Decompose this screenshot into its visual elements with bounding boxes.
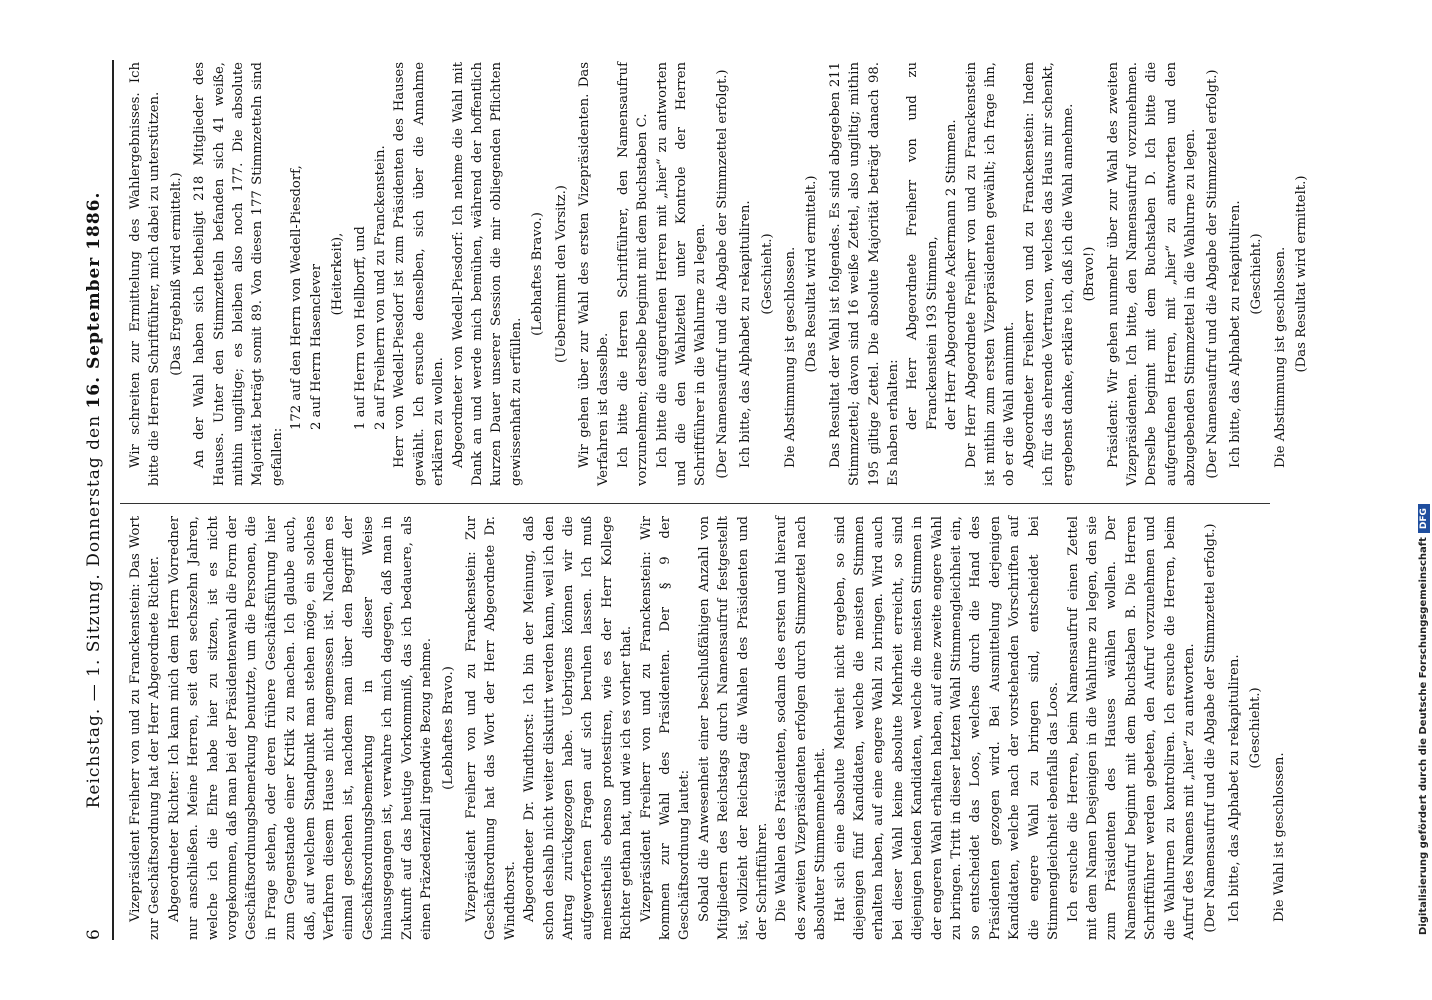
vote-tally-line: 1 auf Herrn von Hellborff, und (353, 226, 369, 430)
stage-direction: (Der Namensaufruf und die Abgabe der Stimmzettel erfolgt.) (1204, 69, 1220, 479)
stage-direction: (Das Resultat wird ermittelt.) (1294, 175, 1310, 373)
paragraph: An der Wahl haben sich betheiligt 218 Mitglieder des Hauses. Unter den Stimmzetteln befanden sich 41 weiße, mithin ungiltige; es bleiben also noch 177. Die absolute Majorität beträgt somit 89. Von diesen 177 Stimmzetteln sind gefallen: (192, 62, 285, 486)
paragraph: Sobald die Anwesenheit einer beschlußfähigen Anzahl von Mitgliedern des Reichstags durch Namensaufruf festgestellt ist, vollzieht der Reichstag die Wahlen des Präsidenten und der Schriftführer. (696, 516, 770, 940)
stage-direction: (Das Ergebniß wird ermittelt.) (168, 172, 184, 376)
paragraph: Ich bitte, das Alphabet zu rekapituliren. (1227, 200, 1243, 468)
watermark-text: Digitalisierung gefördert durch die Deutsche Forschungsgemeinschaft (1418, 537, 1429, 935)
paragraph: Das Resultat der Wahl ist folgendes. Es sind abgegeben 211 Stimmzettel; davon sind 16 weiße Zettel, also ungiltig; mithin 195 giltige Zettel. Die absolute Majorität beträgt danach 98. Es haben erhalten: (827, 62, 902, 486)
vote-tally-line: der Herr Abgeordnete Freiherr von und zu Franckenstein 193 Stimmen, (905, 62, 940, 430)
paragraph: Die Abstimmung ist geschlossen. (1272, 246, 1288, 468)
paragraph: Vizepräsident Freiherr von und zu Franckenstein: Wir kommen zur Wahl des Präsidenten. Der § 9 der Geschäftsordnung lautet: (638, 516, 693, 940)
paragraph: Hat sich eine absolute Mehrheit nicht ergeben, so sind diejenigen fünf Kandidaten, welche die meisten Stimmen erhalten haben, auf eine engere Wahl zu bringen. Wird auch bei dieser Wahl keine absolute Mehrheit erreicht, so sind diejenigen beiden Kandidaten, welche die meisten Stimmen in der engeren Wahl erhalten haben, auf eine zweite engere Wahl zu bringen. Tritt in dieser letzten Wahl Stimmengleichheit ein, so entscheidet das Loos, welches durch die Hand des Präsidenten gezogen wird. Bei Ausmittelung derjenigen Kandidaten, welche nach der vorstehenden Vorschriften auf die engere Wahl zu bringen sind, entscheidet bei Stimmengleichheit ebenfalls das Loos. (832, 516, 1062, 940)
dfg-watermark (1418, 508, 1430, 935)
paragraph: Präsident: Wir gehen nunmehr über zur Wahl des zweiten Vizepräsidenten. Ich bitte, den Namensaufruf vorzunehmen. Derselbe beginnt mit dem Buchstaben D. Ich bitte die aufgerufenen Herren, mit „hier“ zu antworten und den abzugebenden Stimmzettel in die Wahlurne zu legen. (1105, 62, 1199, 486)
running-head-text: Reichstag. — 1. Sitzung. Donnerstag den (84, 414, 104, 809)
stage-direction: (Heiterkeit), (330, 232, 346, 316)
paragraph: Wir schreiten zur Ermittelung des Wahlergebnisses. Ich bitte die Herren Schriftführer, mich dabei zu unterstützen. (128, 62, 163, 486)
left-column (126, 516, 1289, 940)
paragraph: Der Herr Abgeordnete Freiherr von und zu Franckenstein ist mithin zum ersten Vizepräsidenten gewählt; ich frage ihn, ob er die Wahl annimmt. (963, 62, 1018, 486)
stage-direction: (Bravo!) (1082, 246, 1098, 302)
stage-direction: (Der Namensaufruf und die Abgabe der Stimmzettel erfolgt.) (1203, 523, 1219, 933)
paragraph: Abgeordneter Freiherr von und zu Franckenstein: Indem ich für das ehrende Vertrauen, welches das Haus mir schenkt, ergebenst danke, erkläre ich, daß ich die Wahl annehme. (1021, 62, 1076, 486)
right-column (126, 62, 1316, 486)
stage-direction: (Uebernimmt den Vorsitz.) (553, 185, 569, 363)
vote-tally-line: 2 auf Herrn Hasenclever (308, 263, 324, 430)
vote-tally-line: 2 auf Freiherrn von und zu Franckenstein. (372, 145, 388, 430)
page-number: 6 (84, 928, 104, 940)
paragraph: Ich bitte, das Alphabet zu rekapituliren. (738, 200, 754, 468)
stage-direction: (Lebhaftes Bravo.) (440, 666, 456, 790)
paragraph: Abgeordneter Richter: Ich kann mich dem Herrn Vorredner nur anschließen. Meine Herren, seit den sechszehn Jahren, welche ich die Ehre habe hier zu sitzen, ist es nicht vorgekommen, daß man bei der Präsidentenwahl die Form der Geschäftsordnungsbemerkung benutzte, um die Personen, die in Frage stehen, oder deren frühere Geschäftsführung hier zum Gegenstande einer Kritik zu machen. Ich glaube auch, daß, auf welchem Standpunkt man stehen möge, ein solches Verfahren diesem Hause nicht angemessen ist. Nachdem es einmal geschehen ist, nachdem man über den Begriff der Geschäftsordnungsbemerkung in dieser Weise hinausgegangen ist, verwahre ich mich dagegen, daß man in Zukunft auf das heutige Vorkommniß, das ich bedauere, als einen Präzedenzfall irgendwie Bezug nehme. (166, 516, 435, 940)
page-header (84, 60, 108, 940)
paragraph: Ich bitte, das Alphabet zu rekapituliren. (1226, 654, 1242, 922)
dfg-logo: DFG (1418, 504, 1430, 533)
paragraph: Abgeordneter Dr. Windthorst: Ich bin der Meinung, daß schon deshalb nicht weiter diskutirt werden kann, weil ich den Antrag zurückgezogen habe. Uebrigens können wir die aufgeworfenen Fragen auf sich beruhen lassen. Ich muß meinestheils ebenso protestiren, wie es der Herr Kollege Richter gethan hat, und wie ich es vorher that. (522, 516, 635, 940)
paragraph: Ich ersuche die Herren, beim Namensaufruf einen Zettel mit dem Namen Desjenigen in die Wahlurne zu legen, den sie zum Präsidenten des Hauses wählen wollen. Der Namensaufruf beginnt mit dem Buchstaben B. Die Herren Schriftführer werden gebeten, den Aufruf vorzunehmen und die Wahlurnen zu kontroliren. Ich ersuche die Herren, beim Aufruf des Namens mit „hier“ zu antworten. (1065, 516, 1197, 940)
running-head (84, 60, 104, 940)
stage-direction: (Geschieht.) (759, 233, 775, 315)
column-divider (120, 503, 1270, 504)
stage-direction: (Das Resultat wird ermittelt.) (804, 175, 820, 373)
paragraph: Wir gehen über zur Wahl des ersten Vizepräsidenten. Das Verfahren ist dasselbe. (576, 62, 612, 486)
vote-tally-line: der Herr Abgeordnete Ackermann 2 Stimmen. (944, 119, 960, 430)
paragraph: Die Abstimmung ist geschlossen. (783, 246, 798, 468)
paragraph: Ich bitte die aufgerufenen Herren mit „hier“ zu antworten und die den Wahlzettel unter Kontrole der Herren Schriftführer in die Wahlurne zu legen. (654, 62, 709, 486)
paragraph: Vizepräsident Freiherr von und zu Franckenstein: Zur Geschäftsordnung hat das Wort der Herr Abgeordnete Dr. Windthorst. (463, 516, 518, 940)
header-rule (112, 60, 114, 940)
stage-direction: (Der Namensaufruf und die Abgabe der Stimmzettel erfolgt.) (714, 69, 730, 479)
running-head-date: 16. September 1886. (84, 191, 104, 409)
paragraph: Die Wahl ist geschlossen. (1271, 752, 1287, 922)
stage-direction: (Geschieht.) (1249, 233, 1265, 315)
stage-direction: (Lebhaftes Bravo.) (530, 212, 546, 336)
stage-direction: (Geschieht.) (1248, 687, 1264, 769)
paragraph: Die Wahlen des Präsidenten, sodann des ersten und hierauf des zweiten Vizepräsidenten erfolgen durch Stimmzettel nach absoluter Stimmenmehrheit. (774, 516, 829, 940)
paragraph: Vizepräsident Freiherr von und zu Franckenstein: Das Wort zur Geschäftsordnung hat der Herr Abgeordnete Richter. (128, 516, 163, 940)
vote-tally-line: 172 auf den Herrn von Wedell-Piesdorf, (289, 165, 305, 430)
paragraph: Herr von Wedell-Piesdorf ist zum Präsidenten des Hauses gewählt. Ich ersuche denselben, sich über die Annahme erklären zu wollen. (392, 62, 447, 486)
paragraph: Abgeordneter von Wedell-Piesdorf: Ich nehme die Wahl mit Dank an und werde mich bemühen, während der hoffentlich kurzen Dauer unserer Session die mir obliegenden Pflichten gewissenhaft zu erfüllen. (450, 62, 524, 486)
paragraph: Ich bitte die Herren Schriftführer, den Namensaufruf vorzunehmen; derselbe beginnt mit dem Buchstaben C. (615, 62, 651, 486)
